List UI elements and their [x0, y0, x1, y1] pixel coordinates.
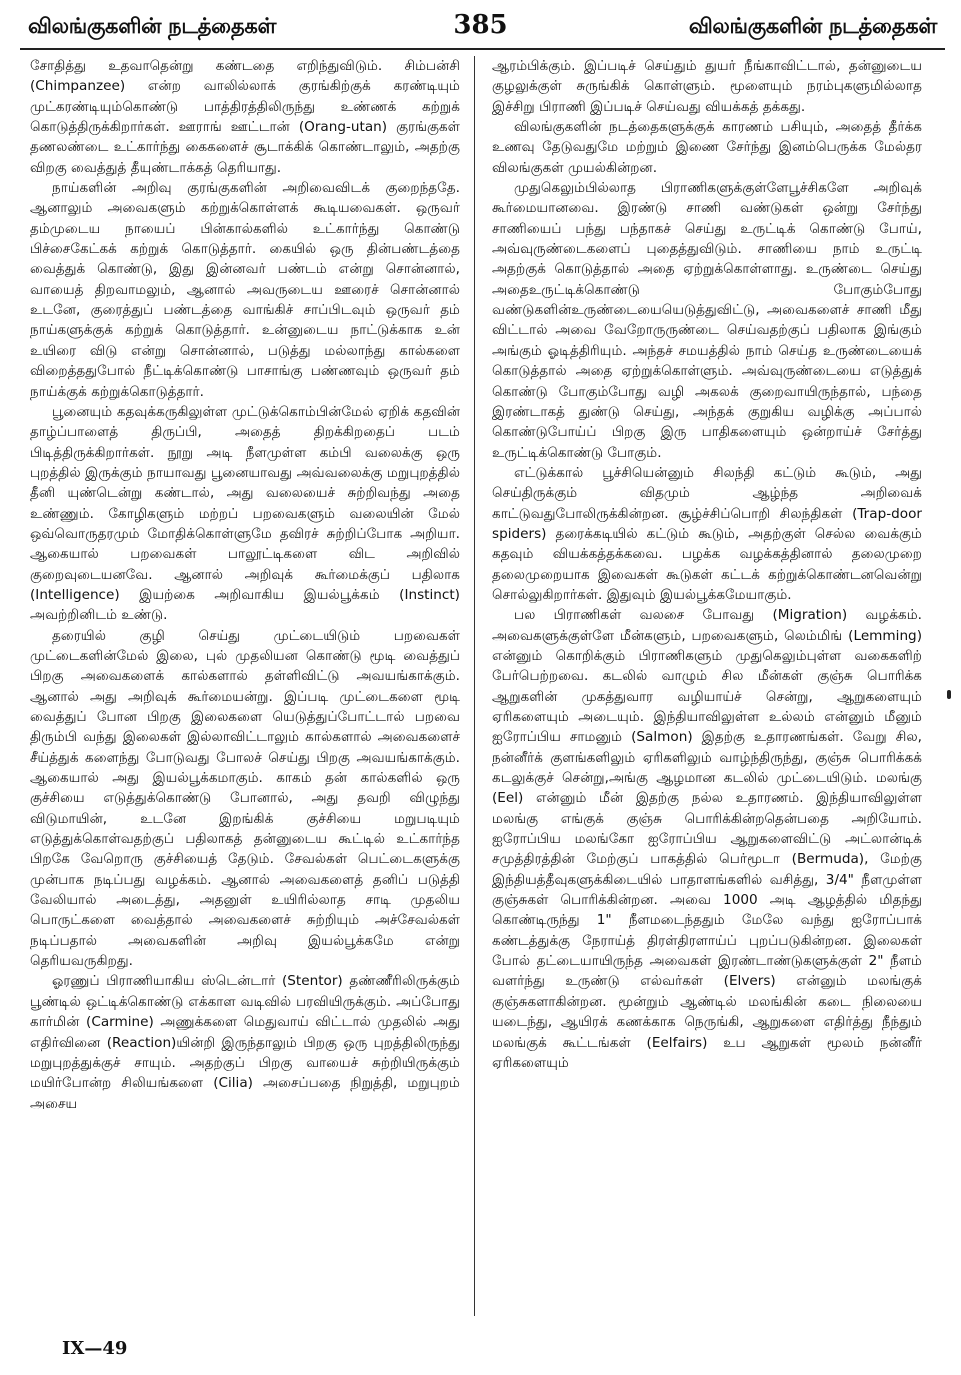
volume-page-marker: IX—49 [62, 1338, 128, 1359]
column-divider [474, 56, 475, 1316]
paragraph: சோதித்து உதவாதென்று கண்டதை எறிந்துவிடும். சிம்பன்சி (Chimpanzee) என்ற வாலில்லாக் குரங்கிற்குக் கரண்டியும் முட்கரண்டியும்கொண்டு பாத்திரத்திலிருந்து உண்ணக் கற்றுக் கொடுத்திருக்கிறார்கள். ஊராங் ஊட்டான் (Orang-utan) குரங்குகள் தணலண்டை உட்கார்ந்து கைகளைச் சூடாக்கிக் கொண்டாலும், அதற்கு விறகு வைத்துத் தீயுண்டாக்கத் தெரியாது. [30, 58, 460, 176]
paragraph: ஓரணுப் பிராணியாகிய ஸ்டென்டார் (Stentor) தண்ணீரிலிருக்கும் பூண்டில் ஒட்டிக்கொண்டு எக்காள வடிவில் பரவியிருக்கும். அப்போது கார்மின் (Carmine) அணுக்களை மெதுவாய் விட்டால் முதலில் அது எதிர்வினை (Reaction)யின்றி இருந்தாலும் பிறகு ஒரு புறத்திலிருந்து மறுபுறத்துக்குச் சாயும். அதற்குப் பிறகு வாயைச் சுற்றியிருக்கும் மயிர்போன்ற சிலியங்களை (Cilia) அசைப்பதை நிறுத்தி, மறுபுறம் அசைய [30, 973, 460, 1112]
right-column [492, 56, 922, 1073]
left-column [30, 56, 460, 1114]
page-header [16, 6, 945, 46]
paragraph: முதுகெலும்பில்லாத பிராணிகளுக்குள்ளேபூச்சிகளே அறிவுக் கூர்மையானவை. இரண்டு சாணி வண்டுகள் ஒன்று சேர்ந்து சாணியைப் பந்து பந்தாகச் செய்து உருட்டிக் கொண்டு போய், அவ்வுருண்டைகளைப் புதைத்துவிடும். சாணியை நாம் உருட்டி அதற்குக் கொடுத்தால் அதை ஏற்றுக்கொள்ளாது. உருண்டை செய்து அதைஉருட்டிக்கொண்டு போகும்போது வண்டுகளின்உருண்டையையெடுத்துவிட்டு, அவைகளைச் சாணி மீது விட்டால் அவை வேறோருருண்டை செய்வதற்குப் பதிலாக இங்கும் அங்கும் ஓடித்திரியும். அந்தச் சமயத்தில் நாம் செய்த உருண்டையைக் கொடுத்தால் அதை ஏற்றுக்கொள்ளும். அவ்வுருண்டையை எடுத்துக் கொண்டு போகும்போது வழி அகலக் குறைவாயிருந்தால், பந்தை இரண்டாகத் துண்டு செய்து, அந்தக் குறுகிய வழிக்கு அப்பால் கொண்டுபோய்ப் பிறகு இரு பாதிகளையும் ஒன்றாய்ச் சேர்த்து உருட்டிக்கொண்டு போகும். [492, 180, 922, 461]
paragraph: பூனையும் கதவுக்கருகிலுள்ள முட்டுக்கொம்பின்மேல் ஏறிக் கதவின் தாழ்ப்பாளைத் திருப்பி, அதைத் திறக்கிறதைப் படம் பிடித்திருக்கிறார்கள். நூறு அடி நீளமுள்ள கம்பி வலைக்கு ஒரு புறத்தில் இருக்கும் நாயாவது பூனையாவது அவ்வலைக்கு மறுபுறத்தில் தீனி யுண்டென்று கண்டால், அது வலையைச் சுற்றிவந்து அதை உண்ணும். கோழிகளும் மற்றப் பறவைகளும் வலையின் மேல் ஒவ்வொருதரமும் மோதிக்கொள்ளுமே தவிரச் சுற்றிப்போக அறியா. ஆகையால் பறவைகள் பாலூட்டிகளை விட அறிவில் குறைவுடையனவே. ஆனால் அறிவுக் கூர்மைக்குப் பதிலாக (Intelligence) இயற்கை அறிவாகிய இயல்பூக்கம் (Instinct) அவற்றினிடம் உண்டு. [30, 403, 460, 624]
scan-speck [947, 690, 951, 699]
header-rule [20, 48, 945, 50]
paragraph: பல பிராணிகள் வலசை போவது (Migration) வழக்கம். அவைகளுக்குள்ளே மீன்களும், பறவைகளும், லெம்மிங் (Lemming) என்னும் கொறிக்கும் பிராணிகளும் முதுகெலும்புள்ள வகைகளிற் பேர்பெற்றவை. கடலில் வாழும் சில மீன்கள் குஞ்சு பொரிக்க ஆறுகளின் முகத்துவார வழியாய்ச் சென்று, ஆறுகளையும் ஏரிகளையும் அடையும். இந்தியாவிலுள்ள உல்லம் என்னும் மீனும் ஐரோப்பிய சாமனும் (Salmon) இதற்கு உதாரணங்கள். வேறு சில, நன்னீர்க் குளங்களிலும் ஏரிகளிலும் வாழ்ந்திருந்து, குஞ்சு பொரிக்கக் கடலுக்குச் சென்று,அங்கு ஆழமான கடலில் முட்டையிடும். மலங்கு (Eel) என்னும் மீன் இதற்கு நல்ல உதாரணம். இந்தியாவிலுள்ள மலங்கு எங்குக் குஞ்சு பொரிக்கின்றதென்பதை அறியோம். ஐரோப்பிய மலங்கோ ஐரோப்பிய ஆறுகளைவிட்டு அட்லான்டிக் சமுத்திரத்தின் மேற்குப் பாகத்தில் பெர்மூடா (Bermuda), மேற்கு இந்தியத்தீவுகளுக்கிடையில் பாதாளங்களில் வசித்து, 3/4" நீளமுள்ள குஞ்சுகள் பொரிக்கின்றன. அவை 1000 அடி ஆழத்தில் மிதந்து கொண்டிருந்து 1" நீளமடைந்ததும் மேலே வந்து ஐரோப்பாக் கண்டத்துக்கு நேராய்த் திரள்திரளாய்ப் புறப்படுகின்றன. இலைகள் போல் தட்டையாயிருந்த அவைகள் இரண்டாண்டுகளுக்குள் 2" நீளம் வளர்ந்து உருண்டு எல்வர்கள் (Elvers) என்னும் மலங்குக் குஞ்சுகளாகின்றன. மூன்றும் ஆண்டில் மலங்கின் கடை நிலையை யடைந்து, ஆயிரக் கணக்காக நெருங்கி, ஆறுகளை எதிர்த்து நீந்தும் மலங்குக் கூட்டங்கள் (Eelfairs) உப ஆறுகள் மூலம் நன்னீர் ஏரிகளையும் [492, 607, 922, 1071]
page-number: 385 [453, 10, 508, 40]
running-title-left: விலங்குகளின் நடத்தைகள் [28, 14, 277, 38]
paragraph: எட்டுக்கால் பூச்சியென்னும் சிலந்தி கட்டும் கூடும், அது செய்திருக்கும் விதமும் ஆழ்ந்த அறிவைக் காட்டுவதுபோலிருக்கின்றன. சூழ்ச்சிப்பொறி சிலந்திகள் (Trap-door spiders) தரைக்கடியில் கட்டும் கூடும், அதற்குள் செல்ல வைக்கும் கதவும் வியக்கத்தக்கவை. பழக்க வழக்கத்தினால் தலைமுறை தலைமுறையாக இவைகள் கூடுகள் கட்டக் கற்றுக்கொண்டனவென்று சொல்லுகிறார்கள். இதுவும் இயல்பூக்கமேயாகும். [492, 464, 922, 603]
paragraph: ஆரம்பிக்கும். இப்படிச் செய்தும் துயர் நீங்காவிட்டால், தன்னுடைய குழலுக்குள் சுருங்கிக் கொள்ளும். மூளையும் நரம்புகளுமில்லாத இச்சிறு பிராணி இப்படிச் செய்வது வியக்கத் தக்கது. [492, 58, 922, 115]
paragraph: விலங்குகளின் நடத்தைகளுக்குக் காரணம் பசியும், அதைத் தீர்க்க உணவு தேடுவதுமே மற்றும் இணை சேர்ந்து இனம்பெருக்க மேல்தர விலங்குகள் முயல்கின்றன. [492, 119, 922, 176]
paragraph: நாய்களின் அறிவு குரங்குகளின் அறிவைவிடக் குறைந்ததே. ஆனாலும் அவைகளும் கற்றுக்கொள்ளக் கூடியவைகள். ஒருவர் தம்முடைய நாயைப் பின்கால்களில் உட்கார்ந்து கொண்டு பிச்சைகேட்கக் கற்றுக் கொடுத்தார். கையில் ஒரு தின்பண்டத்தை வைத்துக் கொண்டு, இது இன்னவர் பண்டம் என்று சொன்னால், வாயைத் திறவாமலும், ஆனால் அவருடைய ஊரைச் சொன்னால் உடனே, குரைத்துப் பண்டத்தை வாங்கிச் சாப்பிடவும் ஒருவர் தம் நாய்களுக்குக் கற்றுக் கொடுத்தார். உன்னுடைய நாட்டுக்காக உன் உயிரை விடு என்று சொன்னால், படுத்து மல்லாந்து கால்களை விறைத்ததுபோல் நீட்டிக்கொண்டு பாசாங்கு பண்ணவும் ஒருவர் தம் நாய்க்குக் கற்றுக்கொடுத்தார். [30, 180, 460, 400]
running-title-right: விலங்குகளின் நடத்தைகள் [688, 14, 937, 38]
paragraph: தரையில் குழி செய்து முட்டையிடும் பறவைகள் முட்டைகளின்மேல் இலை, புல் முதலியன கொண்டு மூடி வைத்துப் பிறகு அவைகளைக் கால்களால் தள்ளிவிட்டு அவயங்காக்கும். ஆனால் அது அறிவுக் கூர்மையன்று. இப்படி முட்டைகளை மூடி வைத்துப் போன பிறகு இலைகளை யெடுத்துப்போட்டால் பறவை திரும்பி வந்து இலைகள் இல்லாவிட்டாலும் கால்களால் அவைகளைச் சீய்த்துக் களைந்து போடுவது போலச் செய்து பிறகு அவயங்காக்கும். ஆகையால் அது இயல்பூக்கமாகும். காகம் தன் கால்களில் ஒரு குச்சியை எடுத்துக்கொண்டு போனால், அது தவறி விழுந்து விடுமாயின், உடனே இறங்கிக் குச்சியை மறுபடியும் எடுத்துக்கொள்வதற்குப் பதிலாகத் தன்னுடைய கூட்டில் உட்கார்ந்த பிறகே வேறொரு குச்சியைத் தேடும். சேவல்கள் பெட்டைகளுக்கு முன்பாக நடிப்பது வழக்கம். ஆனால் அவைகளைத் தனிப் படுத்தி வேலியால் அடைத்து, அதனுள் உயிரில்லாத சாடி முதலிய பொருட்களை வைத்தால் அவைகளைச் சுற்றியும் அச்சேவல்கள் நடிப்பதால் அவைகளின் அறிவு இயல்பூக்கமே என்று தெரியவருகிறது. [30, 627, 460, 970]
